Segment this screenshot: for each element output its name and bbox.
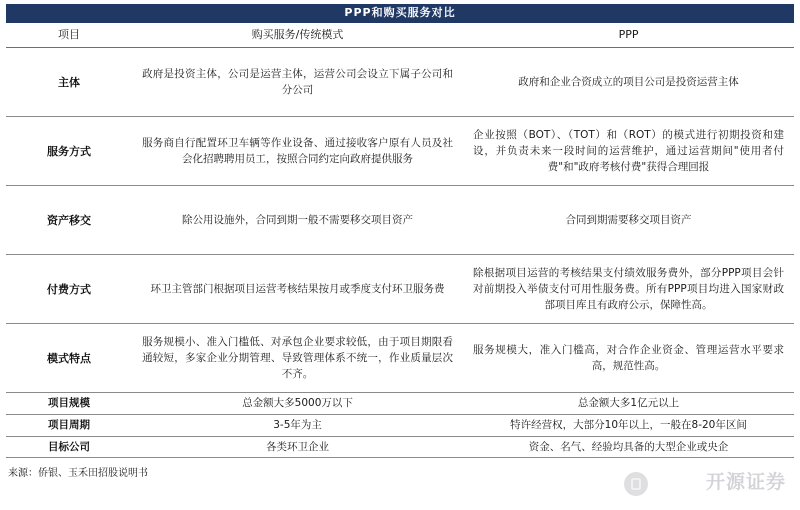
row-cell-traditional: 各类环卫企业 xyxy=(132,436,463,458)
row-cell-traditional: 服务商自行配置环卫车辆等作业设备、通过接收客户原有人员及社会化招聘聘用员工，按照合同约定向政府提供服务 xyxy=(132,117,463,186)
row-cell-traditional: 3-5年为主 xyxy=(132,414,463,436)
table-row xyxy=(6,324,794,393)
table-row xyxy=(6,255,794,324)
row-label: 项目周期 xyxy=(6,414,132,436)
table-row xyxy=(6,436,794,458)
watermark-text: 开源证券 xyxy=(705,471,786,493)
table-row xyxy=(6,48,794,117)
row-cell-ppp: 服务规模大，准入门槛高，对合作企业资金、管理运营水平要求高，规范性高。 xyxy=(463,324,794,393)
row-label: 模式特点 xyxy=(6,324,132,393)
row-label: 资产移交 xyxy=(6,186,132,255)
row-cell-ppp: 总金额大多1亿元以上 xyxy=(463,393,794,415)
column-header-item: 项目 xyxy=(6,23,132,48)
table-row xyxy=(6,117,794,186)
source-note: 来源：侨银、玉禾田招股说明书 xyxy=(8,468,148,480)
row-cell-traditional: 总金额大多5000万以下 xyxy=(132,393,463,415)
table-row xyxy=(6,393,794,415)
row-label: 项目规模 xyxy=(6,393,132,415)
table-row xyxy=(6,414,794,436)
table-header-row xyxy=(6,23,794,48)
row-label: 服务方式 xyxy=(6,117,132,186)
document-page xyxy=(0,4,800,510)
row-cell-traditional: 除公用设施外，合同到期一般不需要移交项目资产 xyxy=(132,186,463,255)
row-label: 主体 xyxy=(6,48,132,117)
row-cell-ppp: 企业按照（BOT）、（TOT）和（ROT）的模式进行初期投资和建设，并负责未来一段时间的运营维护，通过运营期间"使用者付费"和"政府考核付费"获得合理回报 xyxy=(463,117,794,186)
page-title: PPP和购买服务对比 xyxy=(6,4,794,23)
row-cell-ppp: 合同到期需要移交项目资产 xyxy=(463,186,794,255)
row-cell-ppp: 特许经营权，大部分10年以上，一般在8-20年区间 xyxy=(463,414,794,436)
row-cell-ppp: 除根据项目运营的考核结果支付绩效服务费外，部分PPP项目会针对前期投入举债支付可用性服务费。所有PPP项目均进入国家财政部项目库且有政府公示，保障性高。 xyxy=(463,255,794,324)
table-row xyxy=(6,186,794,255)
row-cell-ppp: 政府和企业合资成立的项目公司是投资运营主体 xyxy=(463,48,794,117)
row-cell-traditional: 环卫主管部门根据项目运营考核结果按月或季度支付环卫服务费 xyxy=(132,255,463,324)
column-header-traditional: 购买服务/传统模式 xyxy=(132,23,463,48)
row-label: 目标公司 xyxy=(6,436,132,458)
comparison-table xyxy=(6,23,794,458)
row-cell-ppp: 资金、名气、经验均具备的大型企业或央企 xyxy=(463,436,794,458)
column-header-ppp: PPP xyxy=(463,23,794,48)
row-label: 付费方式 xyxy=(6,255,132,324)
row-cell-traditional: 服务规模小、准入门槛低、对承包企业要求较低，由于项目期限看通较短，多家企业分期管理、导致管理体系不统一，作业质量层次不齐。 xyxy=(132,324,463,393)
row-cell-traditional: 政府是投资主体，公司是运营主体，运营公司会设立下属子公司和分公司 xyxy=(132,48,463,117)
